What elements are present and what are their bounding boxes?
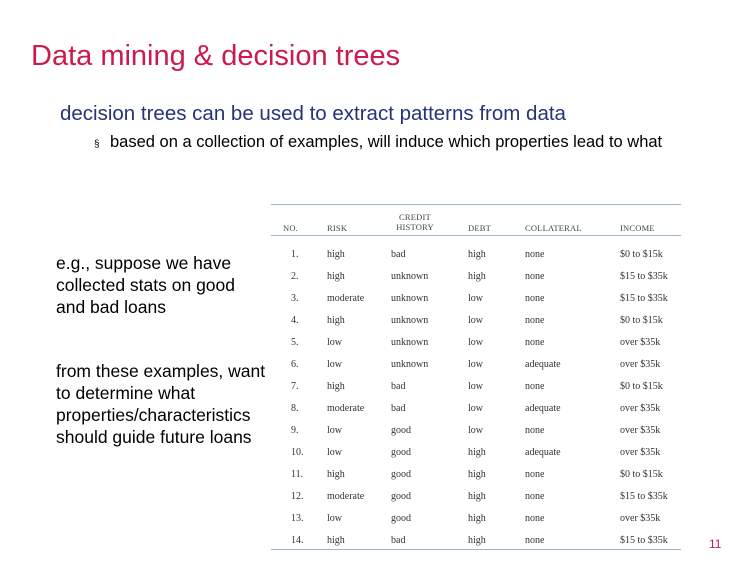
table-cell: high bbox=[468, 513, 486, 524]
table-cell: bad bbox=[391, 249, 406, 260]
table-cell: low bbox=[468, 425, 483, 436]
table-cell: high bbox=[468, 535, 486, 546]
table-cell: 8. bbox=[291, 403, 299, 414]
table-cell: $15 to $35k bbox=[620, 271, 668, 282]
header-no: NO. bbox=[283, 223, 299, 233]
table-cell: bad bbox=[391, 381, 406, 392]
table-cell: high bbox=[468, 271, 486, 282]
table-cell: adequate bbox=[525, 447, 561, 458]
table-cell: none bbox=[525, 513, 545, 524]
table-cell: high bbox=[327, 469, 345, 480]
table-cell: high bbox=[468, 469, 486, 480]
table-cell: none bbox=[525, 249, 545, 260]
table-cell: $15 to $35k bbox=[620, 535, 668, 546]
goal-description: from these examples, want to determine what properties/characteristics should guide future loans bbox=[56, 361, 266, 447]
table-cell: 6. bbox=[291, 359, 299, 370]
sub-bullet bbox=[94, 133, 734, 151]
bullet-marker-icon: § bbox=[94, 139, 100, 150]
table-cell: high bbox=[327, 315, 345, 326]
table-cell: $15 to $35k bbox=[620, 491, 668, 502]
table-cell: 9. bbox=[291, 425, 299, 436]
table-cell: none bbox=[525, 337, 545, 348]
table-cell: over $35k bbox=[620, 403, 661, 414]
table-cell: 7. bbox=[291, 381, 299, 392]
table-cell: high bbox=[468, 249, 486, 260]
table-cell: none bbox=[525, 293, 545, 304]
table-cell: none bbox=[525, 469, 545, 480]
table-cell: 5. bbox=[291, 337, 299, 348]
header-debt: DEBT bbox=[468, 223, 491, 233]
table-cell: low bbox=[327, 359, 342, 370]
table-cell: low bbox=[327, 425, 342, 436]
table-cell: high bbox=[468, 491, 486, 502]
table-cell: moderate bbox=[327, 293, 365, 304]
table-cell: high bbox=[327, 271, 345, 282]
table-cell: low bbox=[468, 337, 483, 348]
table-cell: adequate bbox=[525, 359, 561, 370]
example-description: e.g., suppose we have collected stats on good and bad loans bbox=[56, 253, 236, 317]
page-number: 11 bbox=[709, 537, 722, 551]
table-cell: none bbox=[525, 491, 545, 502]
table-cell: low bbox=[468, 403, 483, 414]
table-cell: unknown bbox=[391, 337, 429, 348]
loan-data-table bbox=[271, 204, 681, 550]
table-cell: good bbox=[391, 447, 411, 458]
table-cell: none bbox=[525, 381, 545, 392]
table-cell: 14. bbox=[291, 535, 304, 546]
table-cell: $0 to $15k bbox=[620, 381, 663, 392]
table-cell: bad bbox=[391, 535, 406, 546]
table-cell: good bbox=[391, 469, 411, 480]
table-cell: moderate bbox=[327, 403, 365, 414]
table-cell: moderate bbox=[327, 491, 365, 502]
table-cell: over $35k bbox=[620, 447, 661, 458]
table-cell: over $35k bbox=[620, 359, 661, 370]
table-cell: none bbox=[525, 315, 545, 326]
table-cell: high bbox=[468, 447, 486, 458]
table-cell: none bbox=[525, 425, 545, 436]
table-top-rule bbox=[271, 204, 681, 205]
table-cell: low bbox=[468, 381, 483, 392]
table-cell: unknown bbox=[391, 359, 429, 370]
table-cell: high bbox=[327, 381, 345, 392]
table-cell: low bbox=[327, 337, 342, 348]
table-cell: over $35k bbox=[620, 425, 661, 436]
table-cell: none bbox=[525, 271, 545, 282]
slide-title: Data mining & decision trees bbox=[31, 40, 401, 72]
sub-bullet-text: based on a collection of examples, will induce which properties lead to what bbox=[110, 133, 663, 151]
table-cell: 3. bbox=[291, 293, 299, 304]
table-cell: good bbox=[391, 425, 411, 436]
table-cell: unknown bbox=[391, 293, 429, 304]
table-cell: none bbox=[525, 535, 545, 546]
table-cell: bad bbox=[391, 403, 406, 414]
table-cell: unknown bbox=[391, 271, 429, 282]
header-collateral: COLLATERAL bbox=[525, 223, 582, 233]
table-cell: 13. bbox=[291, 513, 304, 524]
table-cell: low bbox=[468, 359, 483, 370]
table-cell: high bbox=[327, 535, 345, 546]
table-cell: good bbox=[391, 491, 411, 502]
table-cell: $15 to $35k bbox=[620, 293, 668, 304]
table-cell: high bbox=[327, 249, 345, 260]
table-cell: 12. bbox=[291, 491, 304, 502]
table-cell: low bbox=[468, 315, 483, 326]
table-cell: good bbox=[391, 513, 411, 524]
main-bullet: decision trees can be used to extract patterns from data bbox=[60, 102, 566, 125]
table-cell: over $35k bbox=[620, 513, 661, 524]
table-cell: adequate bbox=[525, 403, 561, 414]
table-cell: low bbox=[327, 513, 342, 524]
table-cell: 11. bbox=[291, 469, 304, 480]
header-credit-history: CREDIT HISTORY bbox=[396, 212, 434, 232]
table-cell: $0 to $15k bbox=[620, 469, 663, 480]
table-cell: 10. bbox=[291, 447, 304, 458]
table-header-rule bbox=[271, 235, 681, 236]
table-cell: unknown bbox=[391, 315, 429, 326]
table-cell: 1. bbox=[291, 249, 299, 260]
table-cell: over $35k bbox=[620, 337, 661, 348]
table-cell: $0 to $15k bbox=[620, 315, 663, 326]
header-risk: RISK bbox=[327, 223, 348, 233]
table-cell: $0 to $15k bbox=[620, 249, 663, 260]
table-cell: 4. bbox=[291, 315, 299, 326]
table-cell: 2. bbox=[291, 271, 299, 282]
table-cell: low bbox=[327, 447, 342, 458]
table-bottom-rule bbox=[271, 549, 681, 550]
table-cell: low bbox=[468, 293, 483, 304]
header-income: INCOME bbox=[620, 223, 655, 233]
